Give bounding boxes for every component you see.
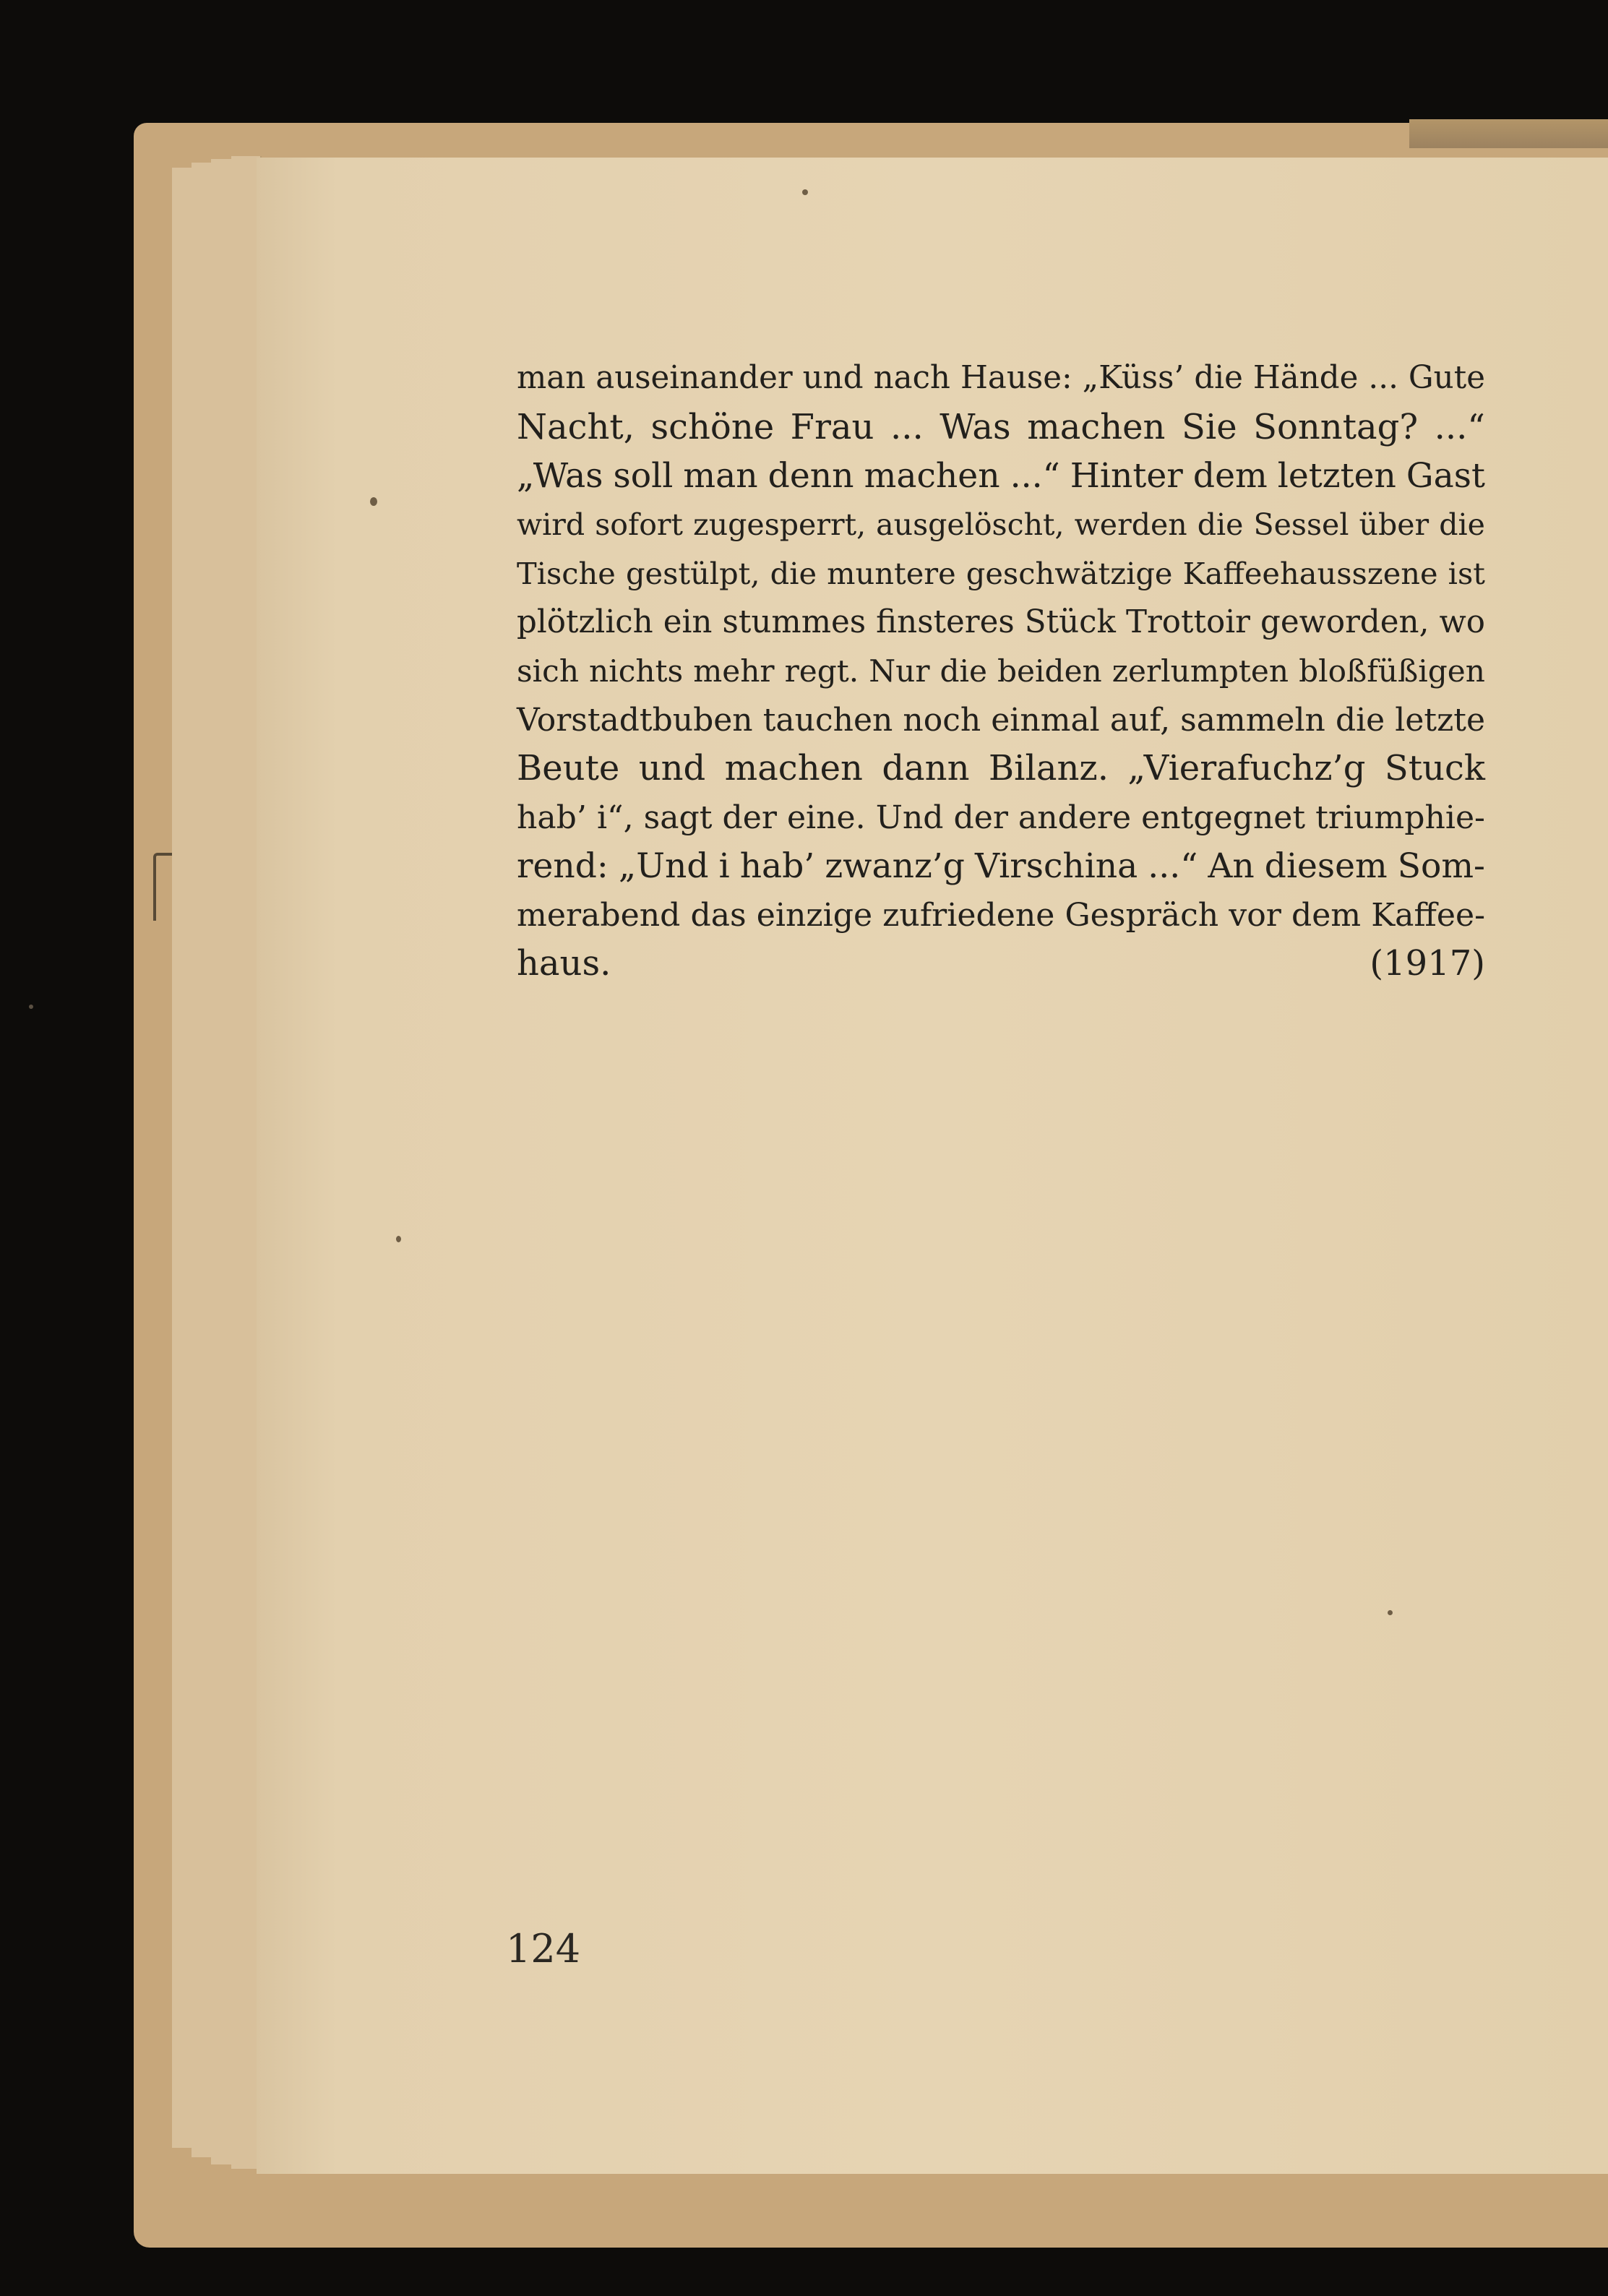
word: ...“ <box>1010 456 1060 496</box>
word: auseinander <box>596 360 793 396</box>
word: hab’ <box>739 846 815 886</box>
word: Frau <box>790 406 874 447</box>
text-line <box>517 794 1485 843</box>
word: über <box>1359 507 1429 542</box>
word: Nacht, <box>517 406 635 447</box>
word: Kaffee- <box>1371 896 1485 934</box>
paper-speck <box>802 189 808 195</box>
body-text <box>517 354 1485 989</box>
paper-speck <box>370 497 377 506</box>
word: Sessel <box>1253 507 1349 542</box>
word: wo <box>1439 603 1485 640</box>
text-line <box>517 842 1485 891</box>
word: ist <box>1448 556 1485 591</box>
word: nichts <box>589 653 684 689</box>
word: ...“ <box>1434 406 1485 447</box>
text-line <box>517 744 1485 794</box>
word: muntere <box>827 556 956 591</box>
word: „Vierafuchz’g <box>1127 748 1366 788</box>
word: beiden <box>997 653 1102 689</box>
word: Sonntag? <box>1253 406 1419 447</box>
word: regt. <box>784 653 859 689</box>
word: ... <box>890 406 924 447</box>
word: Sie <box>1181 406 1237 447</box>
word: plötzlich <box>517 603 653 640</box>
word: wird <box>517 507 585 542</box>
paper-speck <box>29 1005 33 1009</box>
word: Beute <box>517 748 620 788</box>
word: Trottoir <box>1125 603 1250 640</box>
word: Kaffeehausszene <box>1182 556 1438 591</box>
word: geschwätzige <box>966 556 1173 591</box>
word: zerlumpten <box>1112 653 1289 689</box>
word: „Und <box>618 846 709 886</box>
book-spine-top <box>1409 119 1608 148</box>
word: die <box>770 556 817 591</box>
word: hab’ <box>517 799 587 836</box>
word: man <box>683 456 758 496</box>
word: Hände <box>1252 360 1359 396</box>
word: andere <box>1018 799 1132 836</box>
pencil-mark <box>153 853 172 921</box>
word: machen <box>864 456 1000 496</box>
word: Bilanz. <box>988 748 1109 788</box>
text-line <box>517 647 1485 696</box>
text-line <box>517 452 1485 501</box>
word: zugesperrt, <box>693 507 867 542</box>
word: entgegnet <box>1141 799 1306 836</box>
word: ausgelöscht, <box>876 507 1065 542</box>
word: Som- <box>1397 846 1485 886</box>
word: schöne <box>650 406 775 447</box>
word: werden <box>1074 507 1187 542</box>
page-number: 124 <box>506 1926 581 1972</box>
word: bloßfüßigen <box>1299 653 1485 689</box>
text-line <box>517 891 1485 940</box>
word: i“, <box>596 799 634 836</box>
word: rend: <box>517 846 609 886</box>
word: ein <box>663 603 713 640</box>
word: und <box>638 748 706 788</box>
word: sofort <box>595 507 684 542</box>
text-line <box>517 940 1485 989</box>
word: haus. <box>517 943 611 984</box>
word: Vorstadtbuben <box>517 701 753 739</box>
word: einzige <box>756 896 873 934</box>
paper-speck <box>396 1236 401 1242</box>
word: ... <box>1368 360 1398 396</box>
word: das <box>690 896 747 934</box>
paper-speck <box>1388 1610 1393 1615</box>
word: sagt <box>643 799 713 836</box>
word: merabend <box>517 896 681 934</box>
word: Tische <box>517 556 616 591</box>
word: noch <box>903 701 981 739</box>
word: Virschina <box>974 846 1138 886</box>
word: Nur <box>869 653 930 689</box>
text-line <box>517 598 1485 648</box>
word: gestülpt, <box>625 556 760 591</box>
word: einmal <box>991 701 1100 739</box>
word: die <box>940 653 988 689</box>
word: der <box>953 799 1008 836</box>
word: machen <box>724 748 863 788</box>
word: sammeln <box>1180 701 1325 739</box>
word: die <box>1439 507 1485 542</box>
word: finsteres <box>876 603 1015 640</box>
word: auf, <box>1109 701 1171 739</box>
word: geworden, <box>1260 603 1429 640</box>
word: ...“ <box>1148 846 1198 886</box>
word: Stuck <box>1384 748 1485 788</box>
word: Was <box>940 406 1011 447</box>
word: sich <box>517 653 580 689</box>
word: letzte <box>1395 701 1485 739</box>
word: Stück <box>1024 603 1116 640</box>
word: zufriedene <box>882 896 1055 934</box>
word: und <box>802 360 864 396</box>
word: diesem <box>1264 846 1388 886</box>
word: dem <box>1192 456 1268 496</box>
word: die <box>1197 507 1244 542</box>
word: (1917) <box>1370 943 1485 984</box>
word: dem <box>1291 896 1362 934</box>
word: tauchen <box>762 701 893 739</box>
word: der <box>722 799 777 836</box>
word: triumphie- <box>1315 799 1485 836</box>
word: vor <box>1229 896 1281 934</box>
word: zwanz’g <box>825 846 965 886</box>
text-line <box>517 696 1485 745</box>
word: machen <box>1027 406 1166 447</box>
word: stummes <box>722 603 867 640</box>
word: Gast <box>1406 456 1485 496</box>
word: Gespräch <box>1065 896 1219 934</box>
word: Hause: <box>960 360 1072 396</box>
word: dann <box>882 748 970 788</box>
word: „Was <box>517 456 603 496</box>
word: Und <box>875 799 944 836</box>
word: die <box>1335 701 1385 739</box>
word: Hinter <box>1070 456 1183 496</box>
text-line <box>517 549 1485 598</box>
text-line <box>517 354 1485 403</box>
word: „Küss’ <box>1082 360 1184 396</box>
word: man <box>517 360 586 396</box>
word: nach <box>873 360 950 396</box>
word: i <box>718 846 730 886</box>
word: die <box>1194 360 1243 396</box>
word: eine. <box>786 799 866 836</box>
word: An <box>1208 846 1255 886</box>
word: mehr <box>693 653 775 689</box>
word: denn <box>768 456 854 496</box>
word: soll <box>613 456 674 496</box>
word: Gute <box>1408 360 1485 396</box>
word: letzten <box>1277 456 1396 496</box>
text-line <box>517 403 1485 452</box>
text-line <box>517 501 1485 550</box>
